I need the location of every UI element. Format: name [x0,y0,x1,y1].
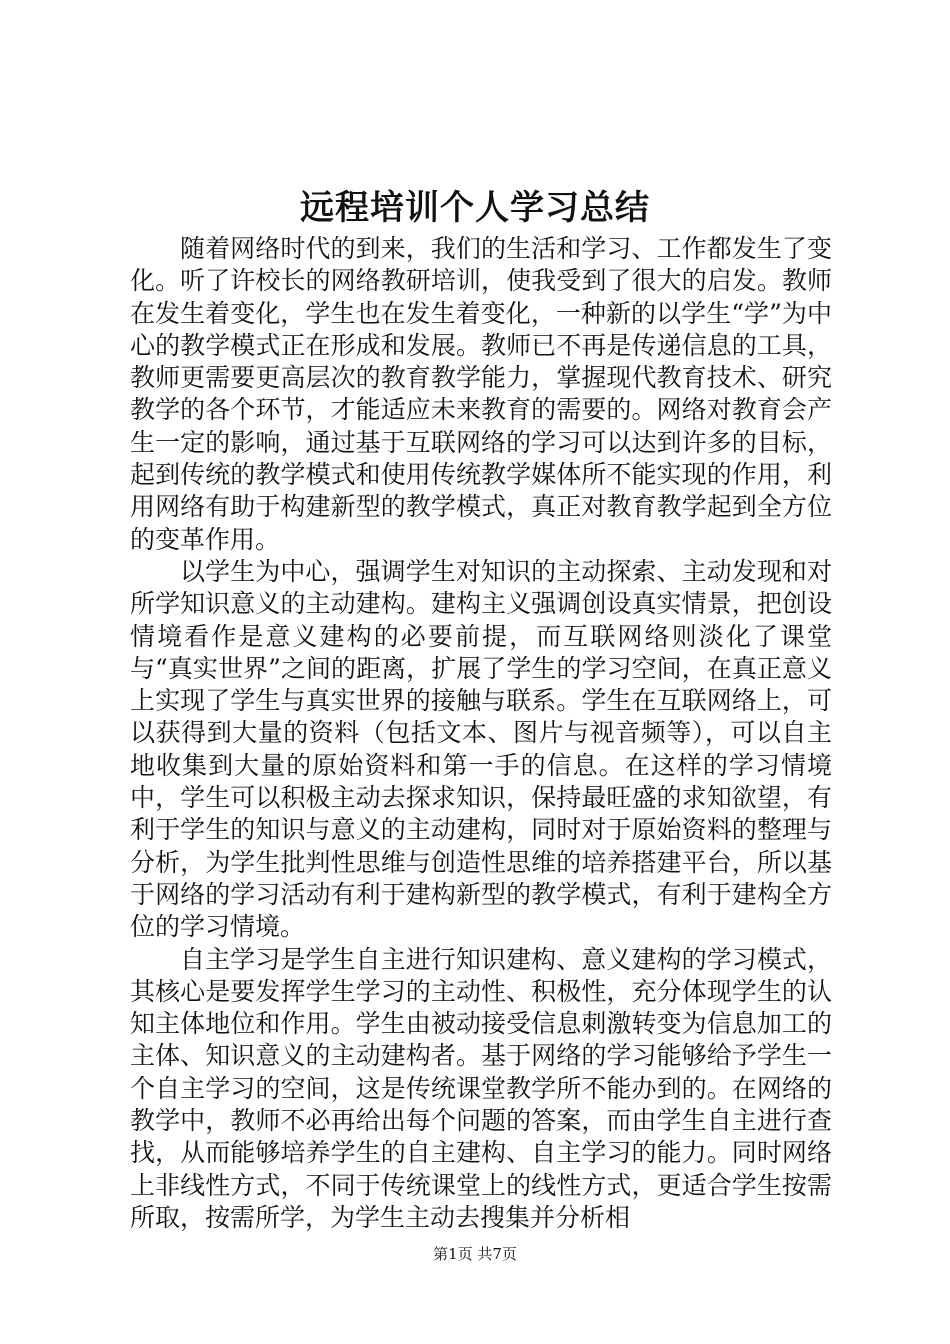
paragraph-3: 自主学习是学生自主进行知识建构、意义建构的学习模式，其核心是要发挥学生学习的主动性、积极性，充分体现学生的认知主体地位和作用。学生由被动接受信息刺激转变为信息加工的主体、知识意义的主动建构者。基于网络的学习能够给予学生一个自主学习的空间，这是传统课堂教学所不能办到的。在网络的教学中，教师不必再给出每个问题的答案，而由学生自主进行查找，从而能够培养学生的自主建构、自主学习的能力。同时网络上非线性方式，不同于传统课堂上的线性方式，更适合学生按需所取，按需所学，为学生主动去搜集并分析相 [130,944,832,1232]
page-number-footer: 第1页 共7页 [433,1245,517,1263]
document-body [130,233,832,1234]
paragraph-1: 随着网络时代的到来，我们的生活和学习、工作都发生了变化。听了许校长的网络教研培训，使我受到了很大的启发。教师在发生着变化，学生也在发生着变化，一种新的以学生“学”为中心的教学模式正在形成和发展。教师已不再是传递信息的工具，教师更需要更高层次的教育教学能力，掌握现代教育技术、研究教学的各个环节，才能适应未来教育的需要的。网络对教育会产生一定的影响，通过基于互联网络的学习可以达到许多的目标，起到传统的教学模式和使用传统教学媒体所不能实现的作用，利用网络有助于构建新型的教学模式，真正对教育教学起到全方位的变革作用。 [130,234,832,554]
paragraph-2: 以学生为中心，强调学生对知识的主动探索、主动发现和对所学知识意义的主动建构。建构主义强调创设真实情景，把创设情境看作是意义建构的必要前提，而互联网络则淡化了课堂与“真实世界”之间的距离，扩展了学生的学习空间，在真正意义上实现了学生与真实世界的接触与联系。学生在互联网络上，可以获得到大量的资料（包括文本、图片与视音频等），可以自主地收集到大量的原始资料和第一手的信息。在这样的学习情境中，学生可以积极主动去探求知识，保持最旺盛的求知欲望，有利于学生的知识与意义的主动建构，同时对于原始资料的整理与分析，为学生批判性思维与创造性思维的培养搭建平台，所以基于网络的学习活动有利于建构新型的教学模式，有利于建构全方位的学习情境。 [130,556,832,942]
document-title: 远程培训个人学习总结 [300,188,650,228]
